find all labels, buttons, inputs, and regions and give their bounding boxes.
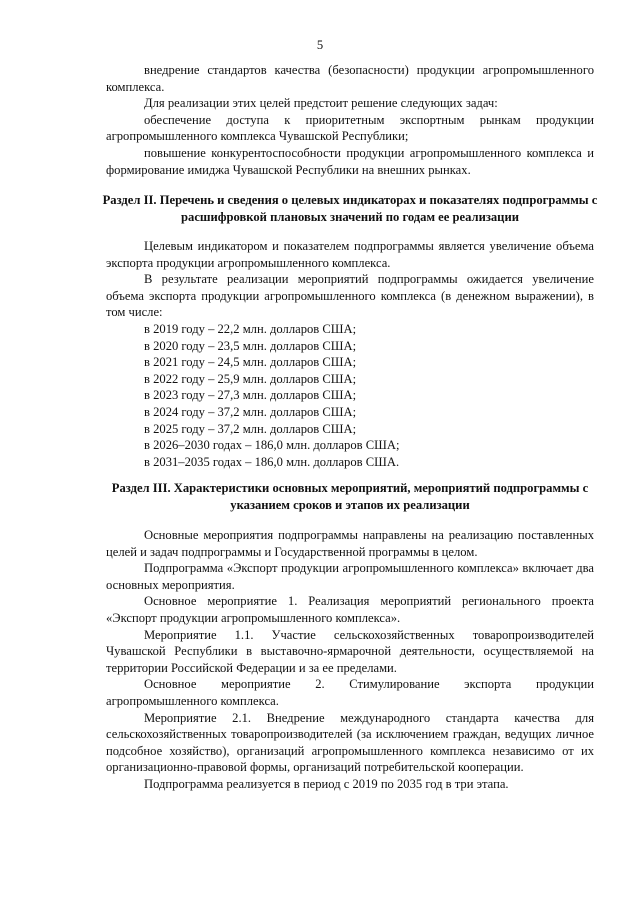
intro-paragraph-2: Для реализации этих целей предстоит решение следующих задач:	[144, 96, 498, 111]
section-3-paragraph-5: Основное мероприятие 2. Стимулирование экспорта продукции агропромышленного комплекса.	[106, 677, 594, 708]
list-item: в 2026–2030 годах – 186,0 млн. долларов США;	[144, 438, 400, 453]
section-3-body	[106, 527, 594, 793]
intro-block	[106, 62, 594, 178]
intro-paragraph-3: обеспечение доступа к приоритетным экспортным рынкам продукции агропромышленного комплекса Чувашской Республики;	[106, 112, 594, 144]
page-number: 5	[316, 38, 324, 52]
export-volume-list	[106, 321, 594, 470]
intro-paragraph-1: внедрение стандартов качества (безопасности) продукции агропромышленного комплекса.	[106, 63, 594, 94]
section-3-paragraph-6: Мероприятие 2.1. Внедрение международного стандарта качества для сельскохозяйственных товаропроизводителей (за исключением граждан, ведущих личное подсобное хозяйство), организаций агропромышленного комплекса независимо от их организационно-правовой формы, организаций потребительской кооперации.	[106, 710, 594, 775]
section-2-paragraph-1: Целевым индикатором и показателем подпрограммы является увеличение объема экспорта продукции агропромышленного комплекса.	[106, 239, 594, 270]
section-3-paragraph-1: Основные мероприятия подпрограммы направлены на реализацию поставленных целей и задач подпрограммы и Государственной программы в целом.	[106, 528, 594, 559]
section-3-heading: Раздел III. Характеристики основных мероприятий, мероприятий подпрограммы с указанием сроков и этапов их реализации	[111, 481, 589, 512]
section-3-paragraph-2: Подпрограмма «Экспорт продукции агропромышленного комплекса» включает два основных мероприятия.	[106, 561, 594, 592]
list-item: в 2022 году – 25,9 млн. долларов США;	[144, 371, 357, 386]
section-2-heading: Раздел II. Перечень и сведения о целевых индикаторах и показателях подпрограммы с расшифровкой плановых значений по годам ее реализации	[102, 193, 598, 224]
section-2-paragraph-2: В результате реализации мероприятий подпрограммы ожидается увеличение объема экспорта продукции агропромышленного комплекса (в денежном выражении), в том числе:	[106, 272, 594, 320]
list-item: в 2023 году – 27,3 млн. долларов США;	[144, 388, 357, 403]
list-item: в 2031–2035 годах – 186,0 млн. долларов США.	[144, 454, 400, 469]
list-item: в 2019 году – 22,2 млн. долларов США;	[144, 321, 357, 336]
list-item: в 2020 году – 23,5 млн. долларов США;	[144, 338, 357, 353]
section-2-body	[106, 238, 594, 470]
section-3-paragraph-3: Основное мероприятие 1. Реализация мероприятий регионального проекта «Экспорт продукции агропромышленного комплекса».	[106, 594, 594, 625]
list-item: в 2025 году – 37,2 млн. долларов США;	[144, 421, 357, 436]
list-item: в 2024 году – 37,2 млн. долларов США;	[144, 404, 357, 419]
section-3-paragraph-4: Мероприятие 1.1. Участие сельскохозяйственных товаропроизводителей Чувашской Республики в выставочно-ярмарочной деятельности, осуществляемой на территории Российской Федерации и за ее пределами.	[106, 627, 594, 675]
intro-paragraph-4: повышение конкурентоспособности продукции агропромышленного комплекса и формирование имиджа Чувашской Республики на внешних рынках.	[106, 145, 594, 177]
list-item: в 2021 году – 24,5 млн. долларов США;	[144, 355, 357, 370]
section-3-paragraph-7: Подпрограмма реализуется в период с 2019 по 2035 год в три этапа.	[144, 776, 509, 791]
